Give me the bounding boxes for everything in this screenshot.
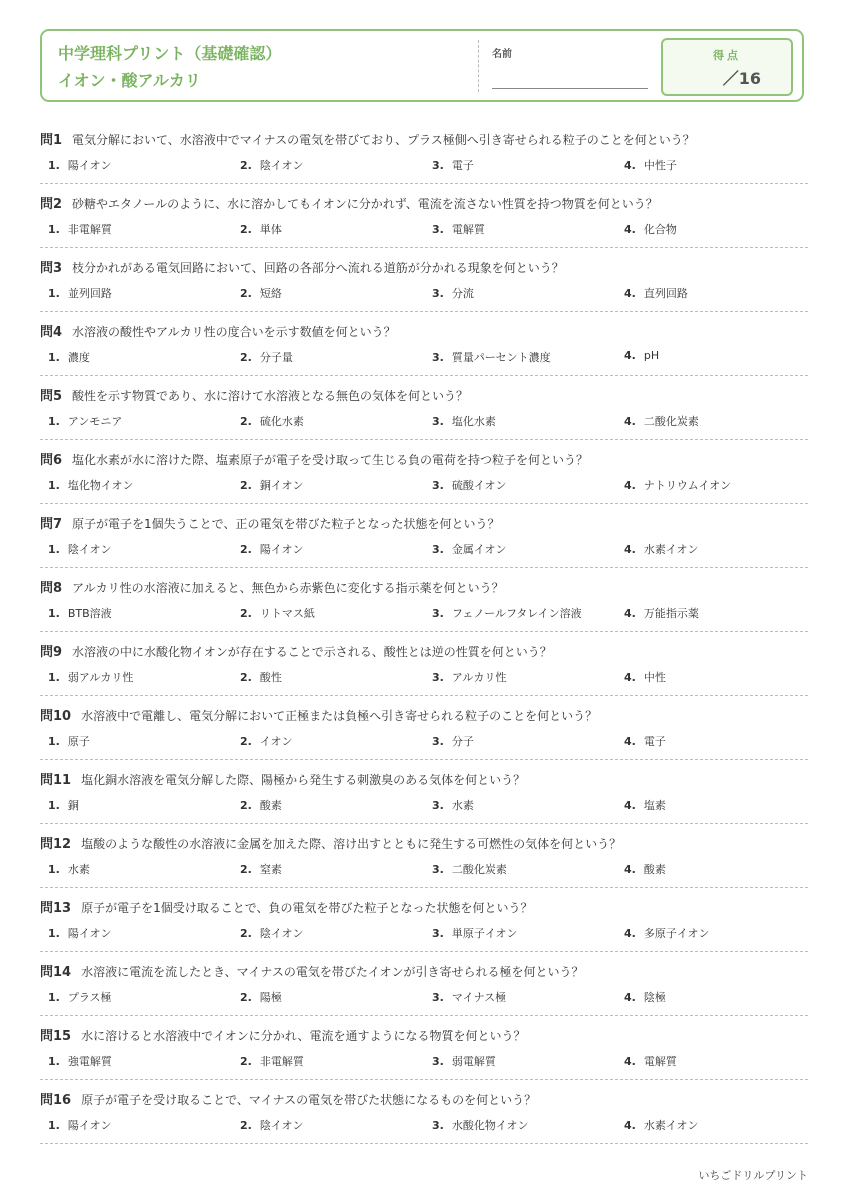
answer-choice[interactable] — [624, 1053, 677, 1069]
question-item — [40, 120, 808, 184]
question-number: 問3 — [40, 261, 63, 276]
choice-label: 強電解質 — [67, 1055, 112, 1068]
answer-choice[interactable] — [624, 477, 731, 493]
choice-label: 塩化物イオン — [67, 479, 134, 492]
choice-label: 銅 — [67, 799, 79, 812]
question-text: 塩化水素が水に溶けた際、塩素原子が電子を受け取って生じる負の電荷を持つ粒子を何という？ — [72, 453, 589, 467]
question-header — [40, 385, 808, 404]
choice-number: 3. — [432, 159, 444, 172]
choice-number: 4. — [624, 287, 636, 300]
answer-choice[interactable] — [240, 925, 304, 941]
choice-label: 酸素 — [643, 863, 666, 876]
choice-label: アンモニア — [67, 415, 123, 428]
answer-choice[interactable] — [432, 349, 551, 365]
choice-number: 4. — [624, 159, 636, 172]
choice-number: 3. — [432, 1119, 444, 1132]
choice-number: 3. — [432, 927, 444, 940]
choice-label: 水素 — [67, 863, 90, 876]
choice-label: 質量パーセント濃度 — [451, 351, 551, 364]
question-header — [40, 641, 808, 660]
question-header — [40, 193, 808, 212]
choice-label: 金属イオン — [451, 543, 507, 556]
choice-label: 分子 — [451, 735, 474, 748]
choice-label: 陰イオン — [259, 1119, 304, 1132]
choice-number: 2. — [240, 671, 252, 684]
question-item — [40, 760, 808, 824]
answer-choice[interactable] — [432, 541, 507, 557]
choice-number: 4. — [624, 1055, 636, 1068]
answer-choice[interactable] — [48, 669, 133, 685]
answer-choice[interactable] — [240, 477, 304, 493]
answer-choice[interactable] — [48, 733, 90, 749]
choice-number: 4. — [624, 735, 636, 748]
answer-choice[interactable] — [48, 1117, 112, 1133]
choice-number: 4. — [624, 863, 636, 876]
name-field[interactable] — [492, 88, 648, 89]
question-item — [40, 1016, 808, 1080]
question-number: 問1 — [40, 133, 63, 148]
question-item — [40, 440, 808, 504]
answer-choice[interactable] — [240, 157, 304, 173]
answer-choice[interactable] — [432, 669, 506, 685]
choice-label: 多原子イオン — [643, 927, 710, 940]
choice-number: 1. — [48, 863, 60, 876]
choice-number: 1. — [48, 927, 60, 940]
choice-number: 2. — [240, 415, 252, 428]
choice-label: 硫化水素 — [259, 415, 304, 428]
choice-number: 4. — [624, 543, 636, 556]
choice-number: 2. — [240, 1119, 252, 1132]
question-item — [40, 632, 808, 696]
answer-choice[interactable] — [48, 285, 112, 301]
choice-number: 2. — [240, 991, 252, 1004]
choice-label: 直列回路 — [643, 287, 688, 300]
question-text: 塩化銅水溶液を電気分解した際、陽極から発生する刺激臭のある気体を何という？ — [81, 773, 526, 787]
choice-label: 酸素 — [259, 799, 282, 812]
worksheet-title: 中学理科プリント（基礎確認） — [58, 44, 282, 63]
question-header — [40, 513, 808, 532]
choice-label: 原子 — [67, 735, 90, 748]
question-text: 枝分かれがある電気回路において、回路の各部分へ流れる道筋が分かれる現象を何という？ — [72, 261, 564, 275]
choice-number: 3. — [432, 351, 444, 364]
choice-number: 1. — [48, 223, 60, 236]
choice-number: 2. — [240, 287, 252, 300]
question-text: アルカリ性の水溶液に加えると、無色から赤紫色に変化する指示薬を何という？ — [72, 581, 504, 595]
answer-choice[interactable] — [48, 861, 90, 877]
choice-number: 1. — [48, 543, 60, 556]
choice-label: リトマス紙 — [259, 607, 315, 620]
choice-label: 陰イオン — [67, 543, 112, 556]
choice-label: アルカリ性 — [451, 671, 507, 684]
answer-choice[interactable] — [48, 925, 112, 941]
answer-choice[interactable] — [240, 733, 293, 749]
choice-number: 3. — [432, 735, 444, 748]
choice-number: 3. — [432, 991, 444, 1004]
choice-label: 電子 — [451, 159, 474, 172]
choice-label: 電解質 — [643, 1055, 677, 1068]
choice-label: 銅イオン — [259, 479, 304, 492]
choice-label: 陰イオン — [259, 159, 304, 172]
choice-number: 4. — [624, 223, 636, 236]
choice-label: マイナス極 — [451, 991, 507, 1004]
question-text: 水溶液に電流を流したとき、マイナスの電気を帯びたイオンが引き寄せられる極を何という？ — [81, 965, 584, 979]
question-number: 問6 — [40, 453, 63, 468]
choice-number: 1. — [48, 671, 60, 684]
choice-label: 二酸化炭素 — [643, 415, 699, 428]
answer-choice[interactable] — [432, 733, 474, 749]
choice-label: 非電解質 — [67, 223, 112, 236]
choice-label: 塩素 — [643, 799, 666, 812]
choice-number: 4. — [624, 927, 636, 940]
choice-number: 3. — [432, 1055, 444, 1068]
answer-choice[interactable] — [48, 349, 90, 365]
question-number: 問14 — [40, 965, 72, 980]
choice-label: 陽イオン — [259, 543, 304, 556]
choice-label: 二酸化炭素 — [451, 863, 507, 876]
choice-number: 3. — [432, 415, 444, 428]
question-number: 問12 — [40, 837, 72, 852]
answer-choice[interactable] — [624, 989, 666, 1005]
answer-choice[interactable] — [624, 797, 666, 813]
choice-label: 中性子 — [643, 159, 677, 172]
choice-label: 酸性 — [259, 671, 282, 684]
choice-number: 1. — [48, 735, 60, 748]
question-header — [40, 1089, 808, 1108]
answer-choice[interactable] — [48, 541, 112, 557]
choice-number: 2. — [240, 543, 252, 556]
choice-number: 1. — [48, 1055, 60, 1068]
answer-choice[interactable] — [240, 989, 282, 1005]
answer-choice[interactable] — [48, 1053, 112, 1069]
question-text: 電気分解において、水溶液中でマイナスの電気を帯びており、プラス極側へ引き寄せられる粒子のことを何という？ — [72, 133, 695, 147]
question-number: 問4 — [40, 325, 63, 340]
choice-label: プラス極 — [67, 991, 112, 1004]
choice-label: 窒素 — [259, 863, 282, 876]
question-text: 原子が電子を1個失うことで、正の電気を帯びた粒子となった状態を何という？ — [72, 517, 500, 531]
choice-number: 2. — [240, 223, 252, 236]
question-text: 原子が電子を1個受け取ることで、負の電気を帯びた粒子となった状態を何という？ — [81, 901, 533, 915]
choice-number: 4. — [624, 991, 636, 1004]
choice-label: イオン — [259, 735, 293, 748]
answer-choice[interactable] — [624, 669, 666, 685]
question-number: 問7 — [40, 517, 63, 532]
choice-label: 陰イオン — [259, 927, 304, 940]
choice-number: 1. — [48, 1119, 60, 1132]
question-number: 問5 — [40, 389, 63, 404]
choice-label: ナトリウムイオン — [643, 479, 732, 492]
answer-choice[interactable] — [432, 157, 474, 173]
choice-number: 4. — [624, 1119, 636, 1132]
question-header — [40, 577, 808, 596]
question-header — [40, 705, 808, 724]
choice-label: 陰極 — [643, 991, 666, 1004]
choice-label: 化合物 — [643, 223, 677, 236]
question-header — [40, 257, 808, 276]
question-header — [40, 1025, 808, 1044]
question-item — [40, 184, 808, 248]
question-text: 塩酸のような酸性の水溶液に金属を加えた際、溶け出すとともに発生する可燃性の気体を何という？ — [81, 837, 622, 851]
choice-number: 1. — [48, 415, 60, 428]
choice-number: 1. — [48, 607, 60, 620]
answer-choice[interactable] — [240, 861, 282, 877]
answer-choice[interactable] — [432, 989, 506, 1005]
answer-choice[interactable] — [240, 605, 315, 621]
answer-choice[interactable] — [240, 541, 304, 557]
choice-number: 4. — [624, 799, 636, 812]
answer-choice[interactable] — [240, 1053, 304, 1069]
question-number: 問9 — [40, 645, 63, 660]
score-box — [661, 38, 793, 96]
choice-label: 水酸化物イオン — [451, 1119, 529, 1132]
question-item — [40, 696, 808, 760]
answer-choice[interactable] — [240, 221, 282, 237]
worksheet-subtitle: イオン・酸アルカリ — [58, 71, 201, 90]
name-label: 名前 — [492, 49, 512, 60]
choice-number: 4. — [624, 479, 636, 492]
choice-label: 万能指示薬 — [643, 607, 699, 620]
choice-label: 弱アルカリ性 — [67, 671, 134, 684]
choice-label: 硫酸イオン — [451, 479, 507, 492]
answer-choice[interactable] — [624, 925, 710, 941]
answer-choice[interactable] — [48, 477, 134, 493]
choice-number: 1. — [48, 991, 60, 1004]
answer-choice[interactable] — [48, 221, 112, 237]
footer-brand: いちごドリルプリント — [698, 1169, 808, 1182]
answer-choice[interactable] — [624, 157, 677, 173]
answer-choice[interactable] — [624, 605, 699, 621]
choice-number: 3. — [432, 543, 444, 556]
question-number: 問10 — [40, 709, 72, 724]
choice-label: 陽イオン — [67, 159, 112, 172]
choice-label: 水素 — [451, 799, 474, 812]
choice-number: 1. — [48, 799, 60, 812]
answer-choice[interactable] — [48, 157, 112, 173]
answer-choice[interactable] — [624, 861, 666, 877]
choice-number: 1. — [48, 479, 60, 492]
answer-choice[interactable] — [432, 1053, 496, 1069]
question-text: 水溶液中で電離し、電気分解において正極または負極へ引き寄せられる粒子のことを何という？ — [81, 709, 598, 723]
choice-label: 単体 — [259, 223, 282, 236]
question-item — [40, 824, 808, 888]
answer-choice[interactable] — [432, 925, 518, 941]
answer-choice[interactable] — [432, 285, 474, 301]
answer-choice[interactable] — [432, 477, 507, 493]
choice-number: 2. — [240, 351, 252, 364]
answer-choice[interactable] — [432, 797, 474, 813]
answer-choice[interactable] — [624, 285, 688, 301]
answer-choice[interactable] — [624, 541, 699, 557]
question-header — [40, 449, 808, 468]
question-item — [40, 1080, 808, 1144]
question-header — [40, 769, 808, 788]
question-header — [40, 897, 808, 916]
choice-label: フェノールフタレイン溶液 — [451, 607, 582, 620]
question-list — [40, 120, 808, 1144]
question-header — [40, 961, 808, 980]
question-item — [40, 312, 808, 376]
question-header — [40, 129, 808, 148]
question-text: 酸性を示す物質であり、水に溶けて水溶液となる無色の気体を何という？ — [72, 389, 469, 403]
choice-number: 2. — [240, 607, 252, 620]
question-number: 問11 — [40, 773, 72, 788]
choice-label: 中性 — [643, 671, 666, 684]
choice-label: 陽イオン — [67, 927, 112, 940]
answer-choice[interactable] — [240, 669, 282, 685]
answer-choice[interactable] — [240, 413, 304, 429]
question-number: 問15 — [40, 1029, 72, 1044]
choice-number: 2. — [240, 159, 252, 172]
question-header — [40, 833, 808, 852]
choice-number: 2. — [240, 735, 252, 748]
answer-choice[interactable] — [624, 413, 699, 429]
answer-choice[interactable] — [48, 413, 122, 429]
choice-number: 3. — [432, 799, 444, 812]
question-number: 問8 — [40, 581, 63, 596]
choice-number: 2. — [240, 799, 252, 812]
question-item — [40, 888, 808, 952]
choice-number: 3. — [432, 671, 444, 684]
question-text: 水溶液の中に水酸化物イオンが存在することで示される、酸性とは逆の性質を何という？ — [72, 645, 552, 659]
choice-label: 電子 — [643, 735, 666, 748]
answer-choice[interactable] — [624, 349, 659, 362]
question-item — [40, 504, 808, 568]
answer-choice[interactable] — [48, 797, 79, 813]
answer-choice[interactable] — [240, 349, 293, 365]
choice-label: 非電解質 — [259, 1055, 304, 1068]
question-text: 水に溶けると水溶液中でイオンに分かれ、電流を通すようになる物質を何という？ — [81, 1029, 526, 1043]
choice-label: 陽イオン — [67, 1119, 112, 1132]
choice-label: 弱電解質 — [451, 1055, 496, 1068]
score-total: ／16 — [722, 69, 761, 88]
choice-number: 3. — [432, 223, 444, 236]
question-number: 問2 — [40, 197, 63, 212]
answer-choice[interactable] — [240, 1117, 304, 1133]
answer-choice[interactable] — [432, 413, 496, 429]
answer-choice[interactable] — [624, 221, 677, 237]
answer-choice[interactable] — [432, 861, 507, 877]
answer-choice[interactable] — [432, 1117, 529, 1133]
choice-label: 電解質 — [451, 223, 485, 236]
question-text: 砂糖やエタノールのように、水に溶かしてもイオンに分かれず、電流を流さない性質を持つ物質を何という？ — [72, 197, 658, 211]
choice-label: 水素イオン — [643, 1119, 699, 1132]
question-item — [40, 248, 808, 312]
choice-number: 2. — [240, 1055, 252, 1068]
choice-number: 2. — [240, 479, 252, 492]
header-divider — [478, 40, 479, 92]
choice-label: 並列回路 — [67, 287, 112, 300]
choice-label: 分子量 — [259, 351, 293, 364]
choice-number: 3. — [432, 479, 444, 492]
choice-number: 3. — [432, 607, 444, 620]
question-text: 原子が電子を受け取ることで、マイナスの電気を帯びた状態になるものを何という？ — [81, 1093, 537, 1107]
score-label: 得点 — [713, 49, 741, 62]
choice-label: BTB溶液 — [67, 607, 112, 620]
choice-label: 単原子イオン — [451, 927, 518, 940]
choice-label: 濃度 — [67, 351, 90, 364]
choice-number: 4. — [624, 671, 636, 684]
choice-number: 3. — [432, 287, 444, 300]
question-number: 問16 — [40, 1093, 72, 1108]
answer-choice[interactable] — [48, 989, 112, 1005]
choice-label: 塩化水素 — [451, 415, 496, 428]
choice-number: 4. — [624, 349, 636, 362]
question-header — [40, 321, 808, 340]
choice-number: 1. — [48, 351, 60, 364]
choice-label: 短絡 — [259, 287, 282, 300]
question-item — [40, 376, 808, 440]
answer-choice[interactable] — [240, 285, 282, 301]
choice-number: 4. — [624, 607, 636, 620]
question-item — [40, 952, 808, 1016]
answer-choice[interactable] — [624, 733, 666, 749]
choice-number: 1. — [48, 159, 60, 172]
choice-number: 2. — [240, 927, 252, 940]
answer-choice[interactable] — [240, 797, 282, 813]
choice-number: 4. — [624, 415, 636, 428]
answer-choice[interactable] — [432, 605, 582, 621]
answer-choice[interactable] — [624, 1117, 699, 1133]
choice-number: 1. — [48, 287, 60, 300]
choice-number: 2. — [240, 863, 252, 876]
choice-label: 陽極 — [259, 991, 282, 1004]
choice-label: pH — [643, 349, 660, 362]
choice-label: 水素イオン — [643, 543, 699, 556]
header-box — [40, 29, 804, 102]
choice-label: 分流 — [451, 287, 474, 300]
answer-choice[interactable] — [48, 605, 112, 621]
answer-choice[interactable] — [432, 221, 485, 237]
choice-number: 3. — [432, 863, 444, 876]
question-item — [40, 568, 808, 632]
question-text: 水溶液の酸性やアルカリ性の度合いを示す数値を何という？ — [72, 325, 396, 339]
question-number: 問13 — [40, 901, 72, 916]
